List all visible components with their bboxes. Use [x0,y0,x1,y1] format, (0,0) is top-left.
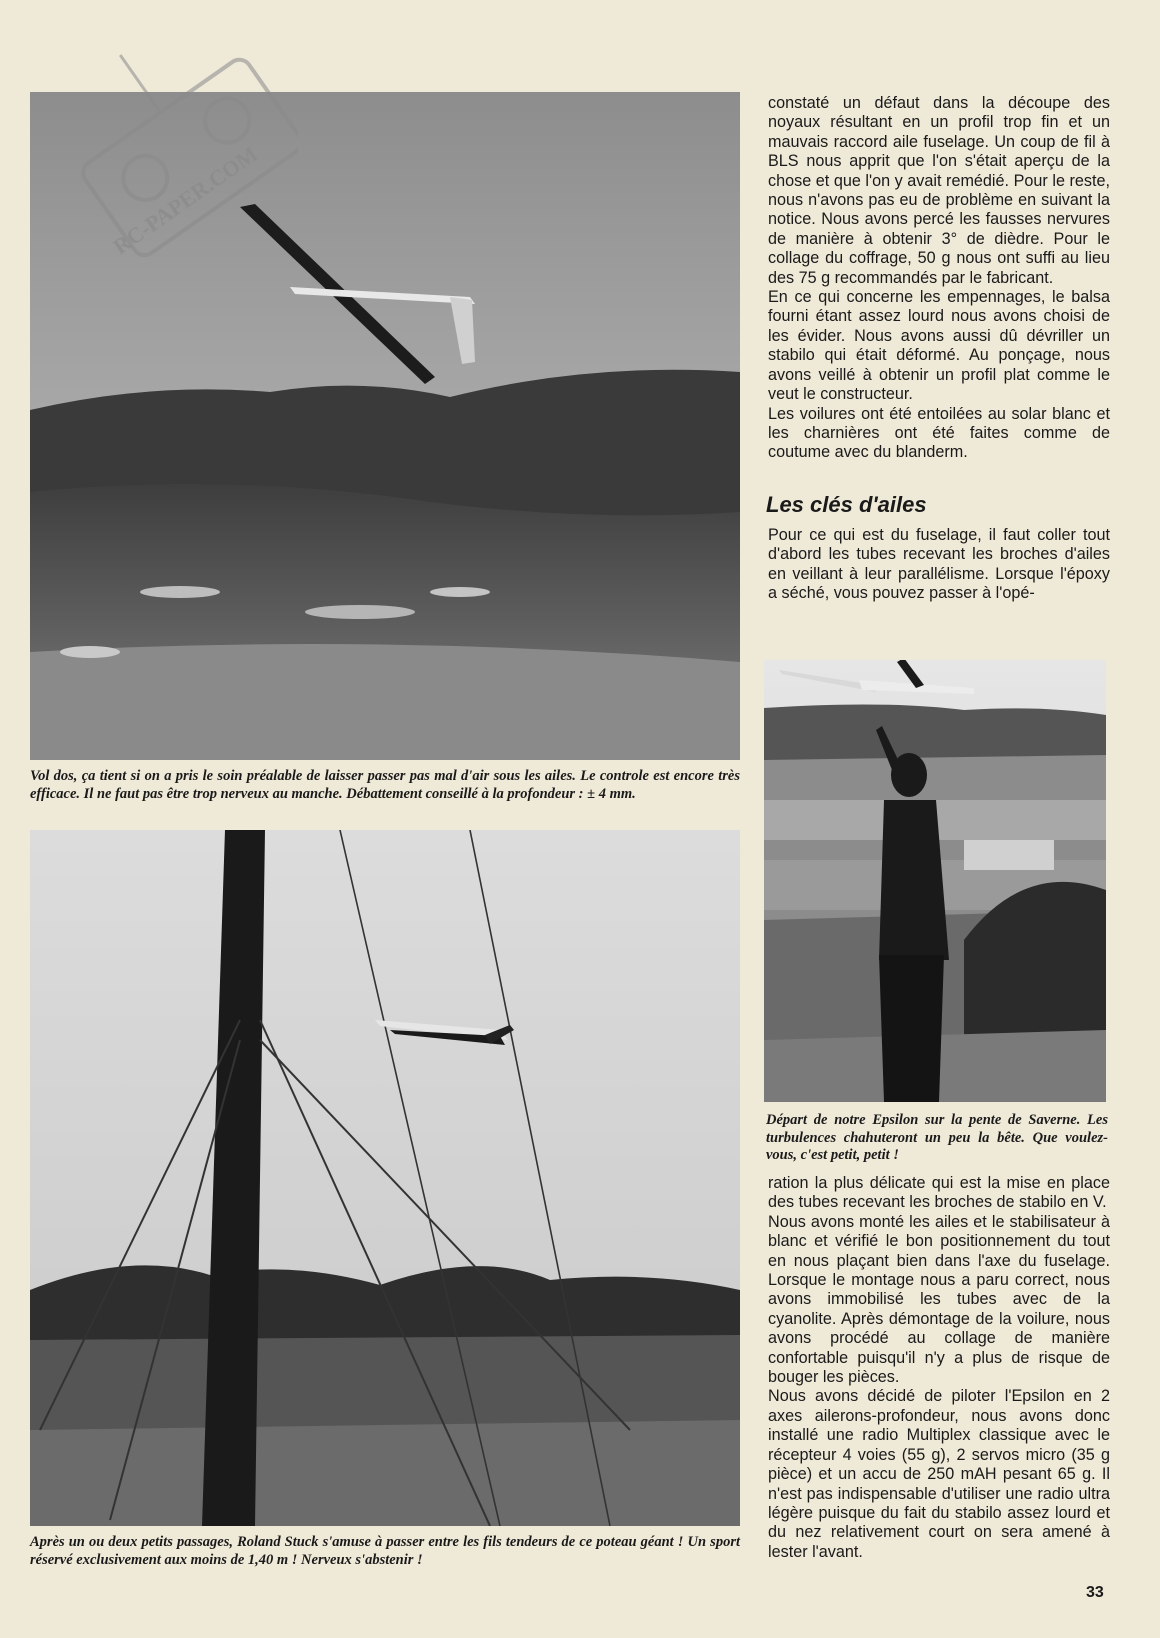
article-text-bottom [768,1174,1110,1562]
photo-glider-pole [30,830,740,1526]
page-number: 33 [1086,1584,1104,1601]
caption-glider-pole: Après un ou deux petits passages, Roland Stuck s'amuse à passer entre les fils tendeurs de ce poteau géant ! Un sport réservé exclusivement aux moins de 1,40 m ! Nerveux s'abstenir ! [30,1534,740,1568]
article-text-top [768,94,1110,463]
watermark-text: RC-PAPER.COM [108,141,262,260]
article-para-2: En ce qui concerne les empennages, le balsa fourni étant assez lourd nous avons choisi de les évider. Nous avons aussi dû dévriller un stabilo qui était déformé. Au ponçage, nous avons veillé à obtenir un profil plat comme le veut le constructeur. [768,288,1110,404]
transmitter-icon [58,30,298,280]
watermark-logo [58,30,298,280]
photo-glider-launch [764,660,1106,1102]
article-para-6: Nous avons monté les ailes et le stabilisateur à blanc et vérifié le bon positionnement du tout en nous plaçant bien dans l'axe du fuselage. Lorsque le montage nous a paru correct, nous avons immobilisé les tubes avec de la cyanolite. Après démontage de la voilure, nous avons procédé au collage de manière confortable puisqu'il n'y a plus de risque de bouger les pièces. [768,1212,1110,1387]
article-para-1: constaté un défaut dans la découpe des noyaux résultant en un profil trop fin et un mauvais raccord aile fuselage. Un coup de fil à BLS nous apprit que l'on s'était aperçu de la chose et que l'on y avait remédié. Pour le reste, nous n'avons pas eu de problème en suivant la notice. Nous avons percé les fausses nervures de manière à obtenir 3° de dièdre. Pour le collage du coffrage, 50 g nous ont suffi au lieu des 75 g recommandés par le fabricant. [768,94,1110,287]
article-para-5: ration la plus délicate qui est la mise en place des tubes recevant les broches de stabilo en V. [768,1174,1110,1212]
photo-glider-pole-image [30,830,740,1526]
article-para-3: Les voilures ont été entoilées au solar blanc et les charnières ont été faites comme de coutume avec du blanderm. [768,404,1110,462]
article-para-7: Nous avons décidé de piloter l'Epsilon en 2 axes ailerons-profondeur, nous avons donc installé une radio Multiplex classique avec le récepteur 4 voies (55 g), 2 servos micro (35 g pièce) et un accu de 250 mAH pesant 65 g. Il n'est pas indispensable d'utiliser une radio ultra légère puisque du fait du stabilo assez lourd et du nez relativement court on sera amené à lester l'avant. [768,1387,1110,1561]
article-text-middle [768,526,1110,604]
caption-glider-inverted: Vol dos, ça tient si on a pris le soin préalable de laisser passer pas mal d'air sous les ailes. Le controle est encore très efficace. Il ne faut pas être trop nerveux au manche. Débattement conseillé à la profondeur : ± 4 mm. [30,768,740,802]
section-heading: Les clés d'ailes [766,492,927,517]
article-para-4: Pour ce qui est du fuselage, il faut coller tout d'abord les tubes recevant les broches d'ailes en veillant à leur parallélisme. Lorsque l'époxy a séché, vous pouvez passer à l'opé- [768,526,1110,603]
caption-glider-launch: Départ de notre Epsilon sur la pente de Saverne. Les turbulences chahuteront un peu la bête. Que voulez-vous, c'est petit, petit ! [766,1112,1108,1163]
photo-glider-launch-image [764,660,1106,1102]
